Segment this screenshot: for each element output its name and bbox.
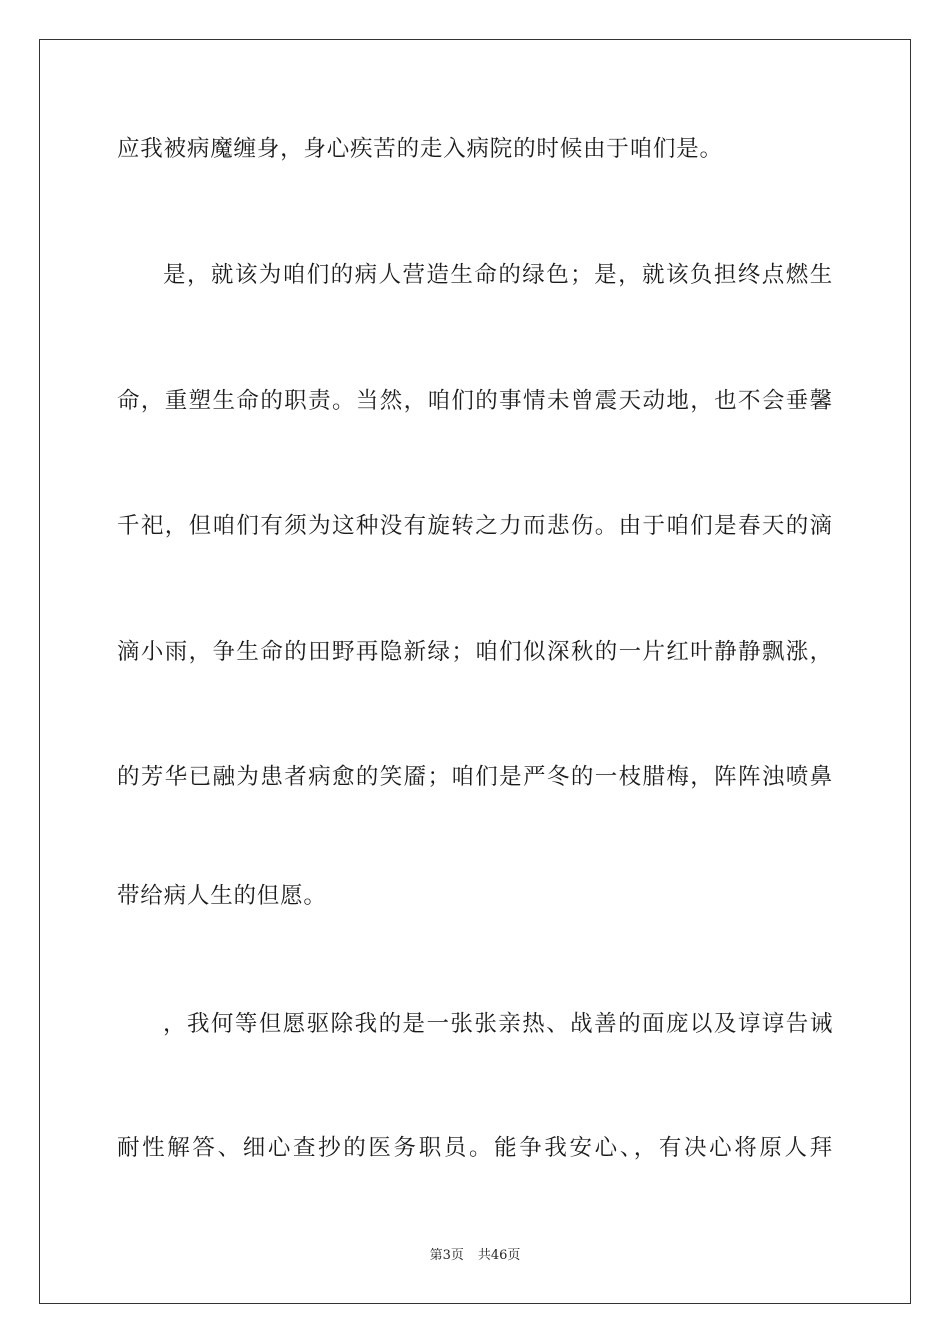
paragraph-line-1: 应我被病魔缠身，身心疾苦的走入病院的时候由于咱们是。 <box>117 136 723 162</box>
page-total: 共46页 <box>477 1248 521 1263</box>
page-footer <box>0 1247 950 1265</box>
paragraph-line-5: 滴小雨，争生命的田野再隐新绿；咱们似深秋的一片红叶静静飘涨， <box>117 639 833 665</box>
paragraph-line-6: 的芳华已融为患者病愈的笑靥；咱们是严冬的一枝腊梅，阵阵浊喷鼻 <box>117 764 833 790</box>
paragraph-line-4: 千祀，但咱们有须为这种没有旋转之力而悲伤。由于咱们是春天的滴 <box>117 513 833 539</box>
page-border <box>39 39 911 1304</box>
page-number: 第3页 <box>429 1248 464 1263</box>
paragraph-line-2: 是，就该为咱们的病人营造生命的绿色；是，就该负担终点燃生 <box>163 262 833 288</box>
paragraph-line-7: 带给病人生的但愿。 <box>117 883 327 909</box>
paragraph-line-9: 耐性解答、细心查抄的医务职员。能争我安心、，有决心将原人拜 <box>117 1135 833 1161</box>
paragraph-line-8: ，我何等但愿驱除我的是一张张亲热、战善的面庞以及谆谆告诫 <box>163 1011 833 1037</box>
paragraph-line-3: 命，重塑生命的职责。当然，咱们的事情未曾震天动地，也不会垂馨 <box>117 388 833 414</box>
